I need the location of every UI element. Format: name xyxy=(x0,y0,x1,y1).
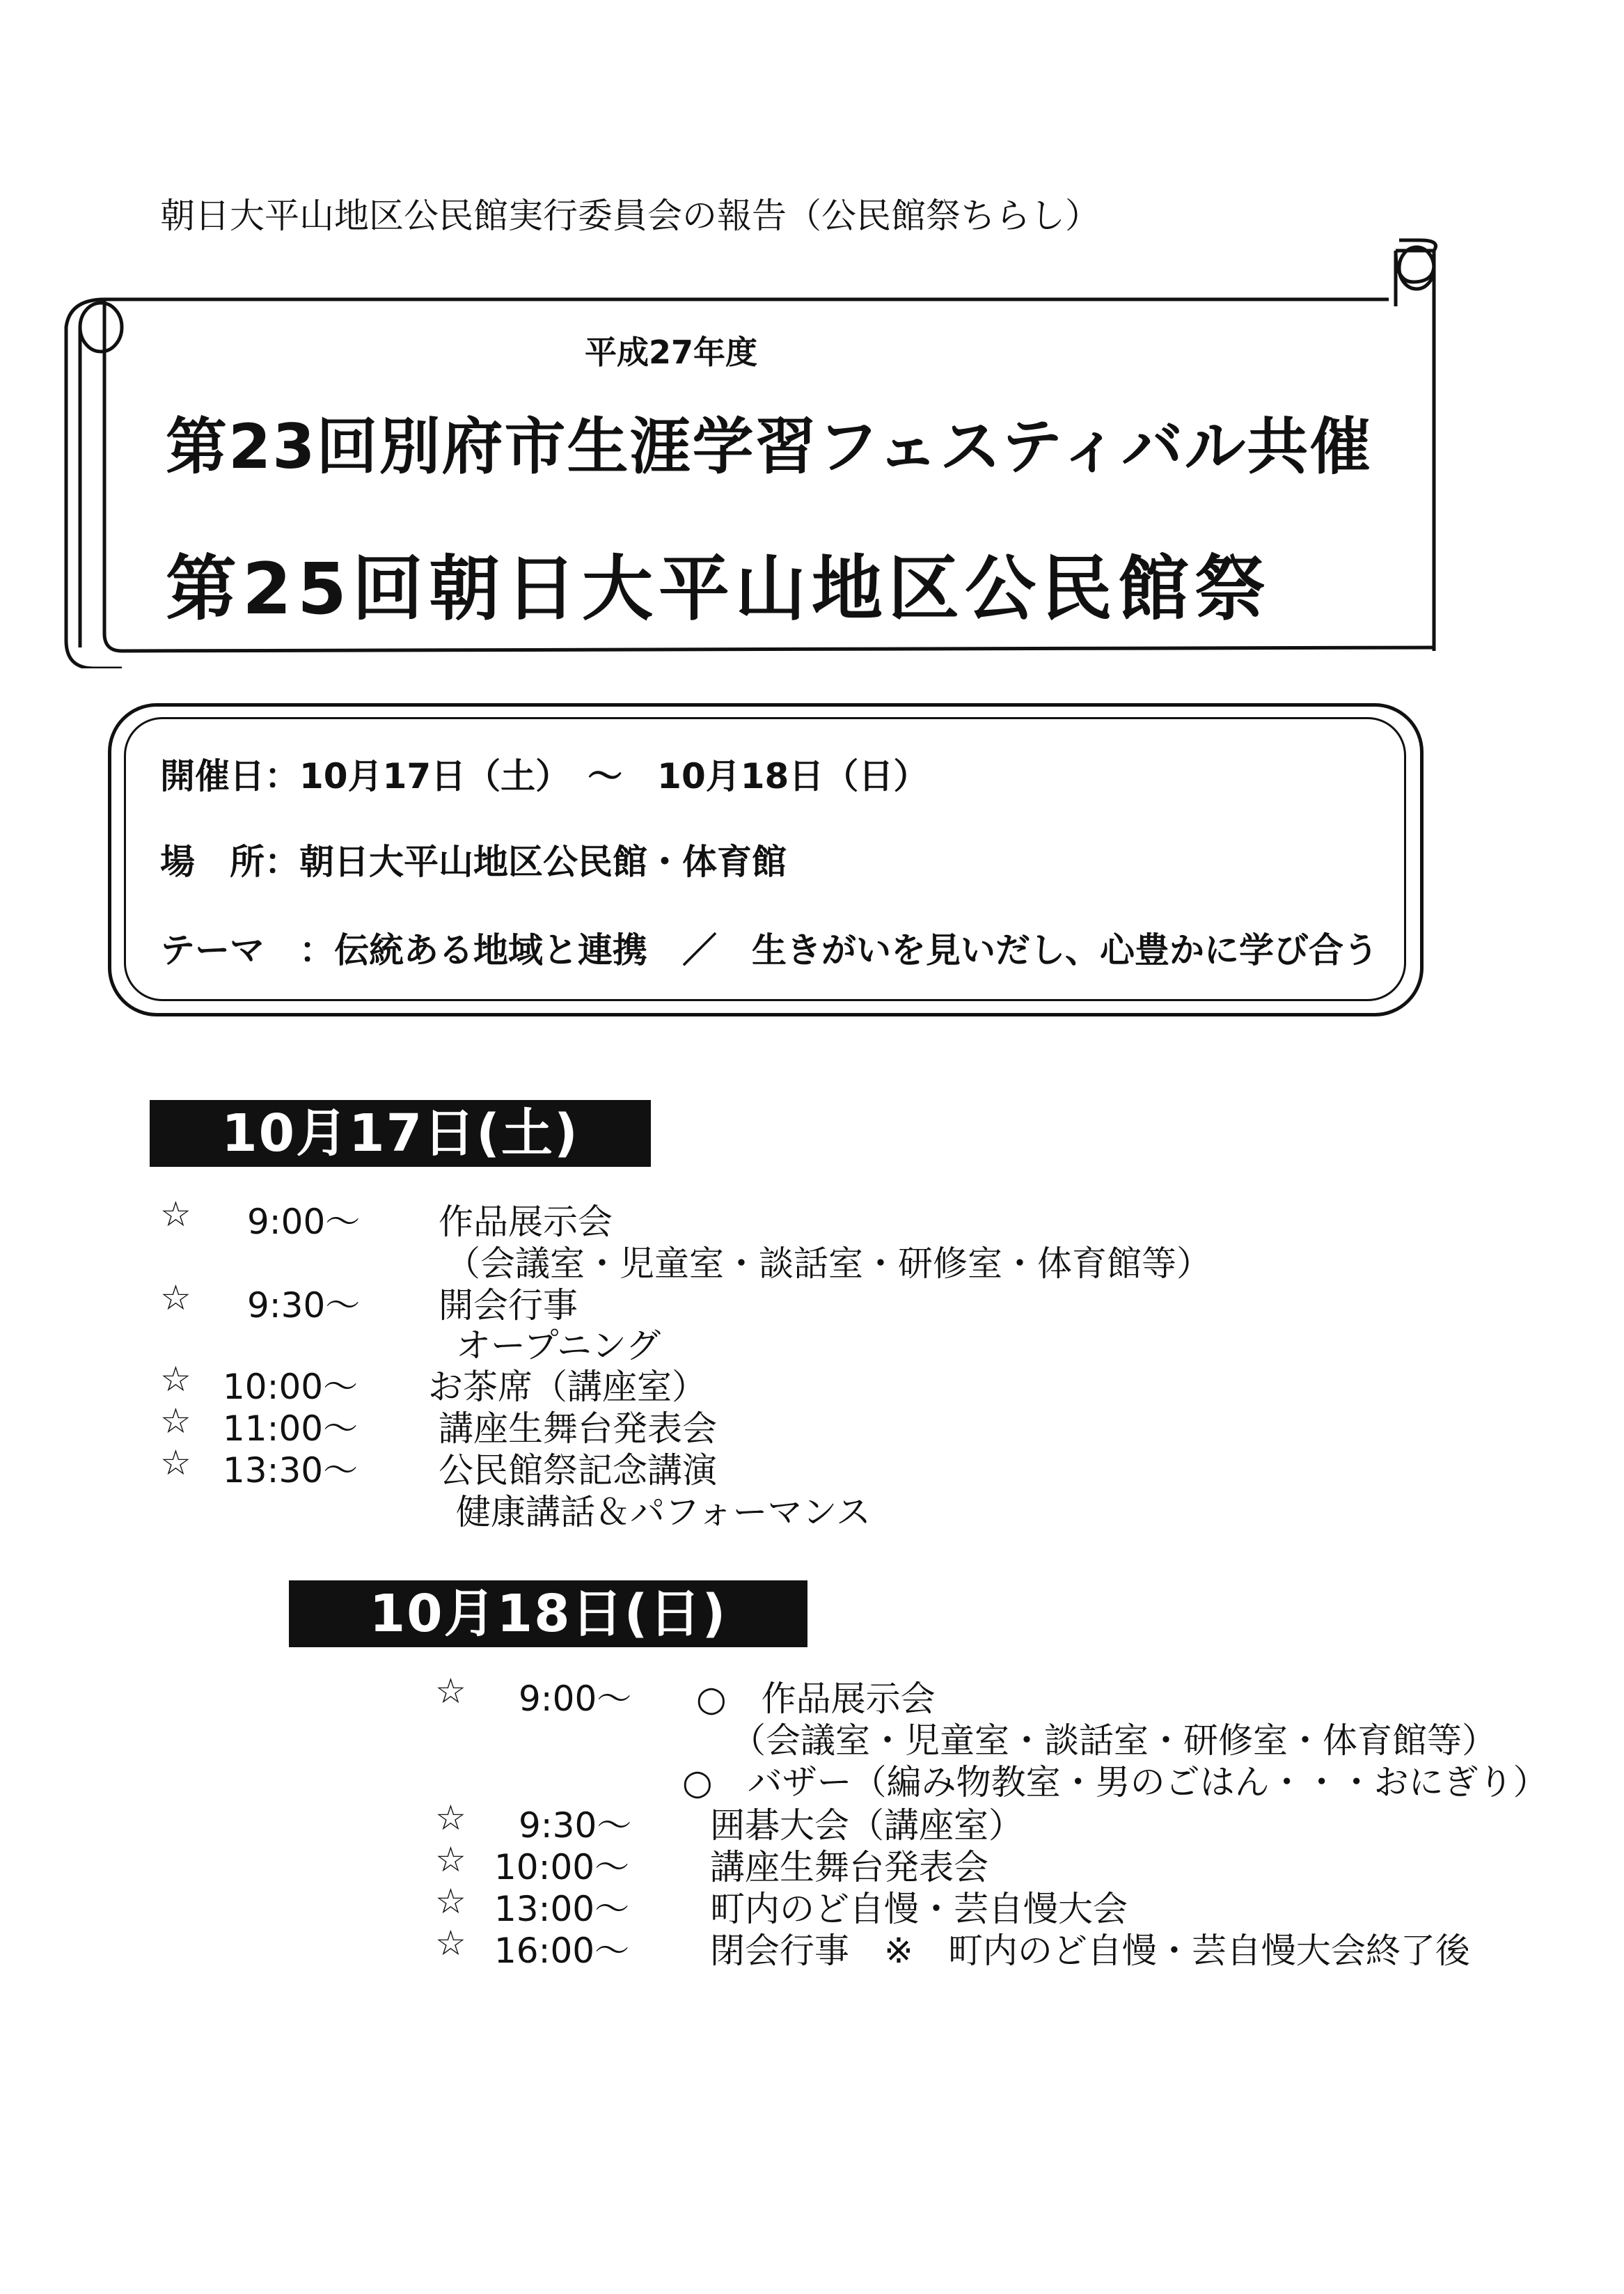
day2-sub-0: （会議室・児童室・談話室・研修室・体育館等） xyxy=(731,1720,1497,1761)
day1-sub-0: （会議室・児童室・談話室・研修室・体育館等） xyxy=(446,1243,1211,1284)
day2-star-3: ☆ xyxy=(435,1881,466,1922)
day1-event-2: お茶席（講座室） xyxy=(428,1367,707,1407)
info-theme-row xyxy=(160,922,1378,973)
day2-event-2: 講座生舞台発表会 xyxy=(710,1847,988,1887)
day2-event-1: 囲碁大会（講座室） xyxy=(710,1805,1023,1846)
day2-star-2: ☆ xyxy=(435,1839,466,1880)
day2-event-0: ○ 作品展示会 xyxy=(696,1679,936,1719)
place-value: 朝日大平山地区公民館・体育館 xyxy=(299,842,787,882)
day1-star-2: ☆ xyxy=(160,1359,191,1399)
day2-time-0: 9:00～ xyxy=(519,1679,632,1719)
header-note: 朝日大平山地区公民館実行委員会の報告（公民館祭ちらし） xyxy=(160,196,1100,236)
day1-event-4: 公民館祭記念講演 xyxy=(439,1450,717,1491)
day1-time-3: 11:00～ xyxy=(223,1408,358,1449)
day1-time-1: 9:30～ xyxy=(247,1285,361,1326)
day1-banner: 10月17日(土) xyxy=(150,1100,651,1167)
day1-star-0: ☆ xyxy=(160,1194,191,1234)
day2-event-4: 閉会行事 ※ 町内のど自慢・芸自慢大会終了後 xyxy=(710,1931,1470,1971)
day2-banner: 10月18日(日) xyxy=(289,1580,807,1647)
day1-event-1: 開会行事 xyxy=(439,1285,578,1326)
day2-star-1: ☆ xyxy=(435,1798,466,1838)
date-value: 10月17日（土） ～ 10月18日（日） xyxy=(299,756,929,796)
event-title-line1: 第23回別府市生涯学習フェスティバル共催 xyxy=(166,411,1373,482)
info-date-row xyxy=(160,748,928,799)
date-label: 開催日： xyxy=(160,756,299,796)
day1-sub-1: オープニング xyxy=(456,1326,661,1366)
theme-label: テーマ ： xyxy=(160,930,334,971)
info-place-row xyxy=(160,834,787,884)
day2-sub2-0: ○ バザー（編み物教室・男のごはん・・・おにぎり） xyxy=(682,1762,1548,1802)
day2-time-1: 9:30～ xyxy=(519,1805,632,1846)
day2-time-2: 10:00～ xyxy=(494,1847,630,1887)
day2-event-3: 町内のど自慢・芸自慢大会 xyxy=(710,1889,1128,1929)
day1-sub-4: 健康講話＆パフォーマンス xyxy=(456,1492,871,1532)
day1-time-0: 9:00～ xyxy=(247,1202,361,1242)
day1-time-4: 13:30～ xyxy=(223,1450,358,1491)
day1-star-1: ☆ xyxy=(160,1278,191,1318)
day2-time-3: 13:00～ xyxy=(494,1889,630,1929)
event-title-line2: 第25回朝日大平山地区公民館祭 xyxy=(166,548,1271,631)
theme-value: 伝統ある地域と連携 ／ 生きがいを見いだし、心豊かに学び合う xyxy=(334,930,1378,971)
day2-star-4: ☆ xyxy=(435,1923,466,1963)
day1-event-3: 講座生舞台発表会 xyxy=(439,1408,717,1449)
day1-event-0: 作品展示会 xyxy=(439,1202,613,1242)
day2-star-0: ☆ xyxy=(435,1671,466,1711)
day1-star-3: ☆ xyxy=(160,1401,191,1441)
day1-star-4: ☆ xyxy=(160,1443,191,1483)
day1-time-2: 10:00～ xyxy=(223,1367,358,1407)
place-label: 場 所： xyxy=(160,842,299,882)
day2-time-4: 16:00～ xyxy=(494,1931,630,1971)
fiscal-year: 平成27年度 xyxy=(585,333,758,371)
